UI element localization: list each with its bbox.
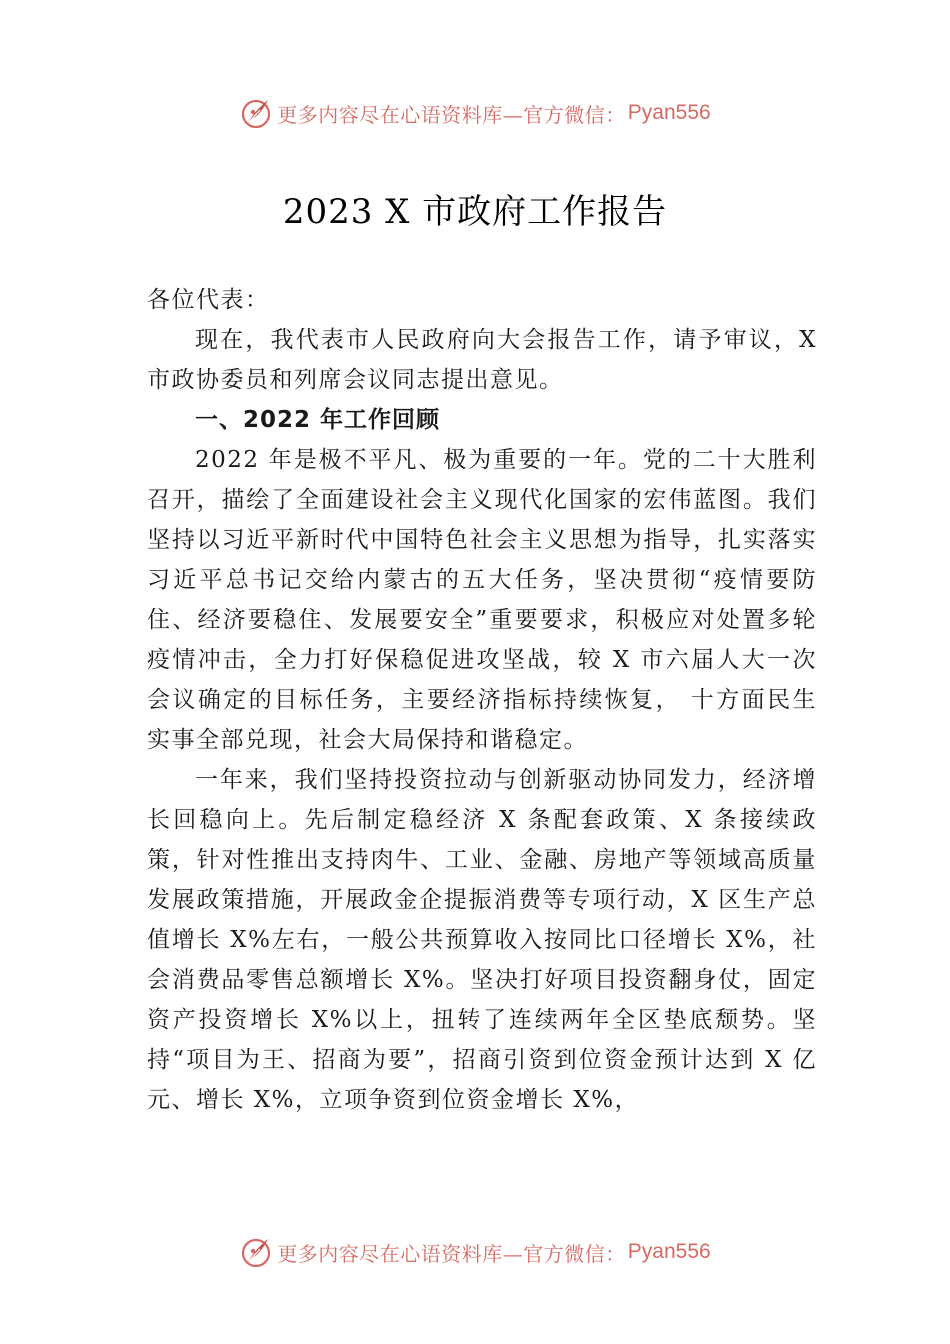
document-title: 2023 X 市政府工作报告 [282, 192, 668, 232]
footer-wechat-id: Pyan556 [627, 1240, 711, 1263]
feather-pen-logo-icon [239, 1235, 273, 1269]
paragraph-2: 2022 年是极不平凡、极为重要的一年。党的二十大胜利召开，描绘了全面建设社会主义现代化国家的宏伟蓝图。我们坚持以习近平新时代中国特色社会主义思想为指导，扎实落实习近平总书记交给内蒙古的五大任务，坚决贯彻“疫情要防住、经济要稳住、发展要安全”重要要求，积极应对处置多轮疫情冲击，全力打好保稳促进攻坚战，较 X 市六届人大一次会议确定的目标任务，主要经济指标持续恢复， 十方面民生实事全部兑现，社会大局保持和谐稳定。 [147, 447, 817, 753]
section-heading: 一、2022 年工作回顾 [195, 407, 441, 433]
header-wechat-id: Pyan556 [627, 101, 711, 124]
header-banner-text: 更多内容尽在心语资料库—官方微信： [277, 102, 626, 127]
paragraph-3: 一年来，我们坚持投资拉动与创新驱动协同发力，经济增长回稳向上。先后制定稳经济 X 条配套政策、X 条接续政策，针对性推出支持肉牛、工业、金融、房地产等领域高质量发展政策措施，开展政金企提振消费等专项行动，X 区生产总值增长 X%左右，一般公共预算收入按同比口径增长 X%，社会消费品零售总额增长 X%。坚决打好项目投资翻身仗，固定资产投资增长 X%以上，扭转了连续两年全区垫底颓势。坚持“项目为王、招商为要”，招商引资到位资金预计达到 X 亿元、增长 X%，立项争资到位资金增长 X%， [147, 767, 817, 1113]
header-banner [0, 93, 950, 133]
footer-banner [0, 1232, 950, 1272]
footer-banner-text: 更多内容尽在心语资料库—官方微信： [277, 1241, 626, 1266]
paragraph-1: 现在，我代表市人民政府向大会报告工作，请予审议，X 市政协委员和列席会议同志提出意见。 [147, 327, 817, 393]
document-body [147, 280, 817, 1120]
salutation: 各位代表： [147, 287, 270, 313]
feather-pen-logo-icon [239, 96, 273, 130]
